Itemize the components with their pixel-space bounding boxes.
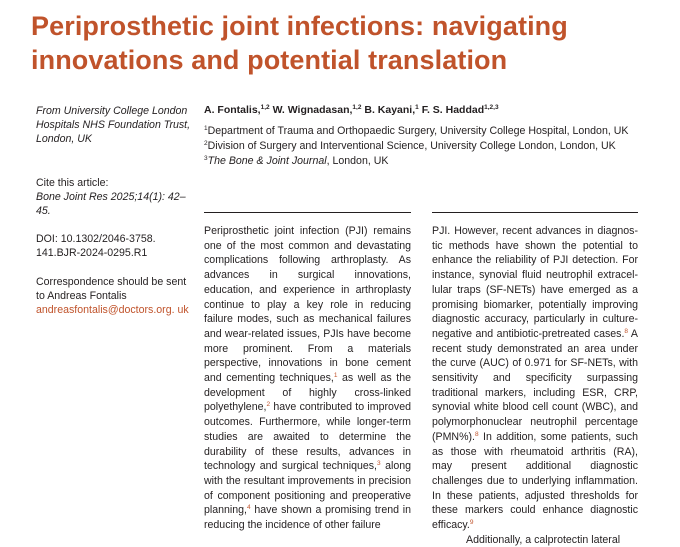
affil-num: 1 — [204, 125, 208, 132]
doi-block — [36, 232, 196, 260]
body-column-1 — [204, 224, 411, 533]
cite-text: Bone Joint Res 2025;14(1): 42–45. — [36, 191, 186, 217]
email-link[interactable]: andreasfontalis@doctors.org. uk — [36, 304, 189, 316]
affiliation-text: From University College London Hospitals NHS Foundation Trust, London, UK — [36, 105, 191, 145]
author-name: A. Fontalis, — [204, 104, 261, 116]
reference-8[interactable]: 8 — [624, 327, 629, 335]
affiliation-note — [36, 104, 196, 146]
reference-1[interactable]: 1 — [333, 372, 338, 380]
author-name: F. S. Haddad — [421, 104, 485, 116]
citation-block — [36, 176, 196, 218]
affil-text: , London, UK — [326, 154, 389, 167]
affil-text: Department of Trauma and Orthopaedic Surgery, University College Hospital, London, UK — [207, 125, 629, 137]
author-affil-sup: 1,2,3 — [484, 104, 499, 111]
author-name: B. Kayani, — [364, 104, 416, 116]
affil-journal: The Bone & Joint Journal — [207, 154, 327, 167]
body-paragraph: Periprosthetic joint infection (PJI) remains one of the most common and devastating complications following arthroplasty. As advances in surgical innovations, education, and experience in arthroplasty continue to play a key role in reducing failure modes, such as mechanical failures and wear-related issues, PJIs have become more prominent. From a materials perspective, innovations in bone cement and cementing techniques,$^1$ as well as the development of highly cross-linked polyethylene,$^2$ have contributed to improved outcomes. Furthermore, while longer-term studies are awaited to determine the durability of these results, advances in technology and surgical techniques,$^3$ along with the resultant improvements in precision of component positioning and preoperative planning,$^4$ have shown a promising trend in reducing the incidence of other failure — [204, 225, 411, 532]
affil-num: 3 — [204, 154, 208, 162]
reference-2[interactable]: 2 — [266, 401, 271, 409]
reference-9[interactable]: 9 — [469, 519, 474, 527]
doi-text[interactable]: DOI: 10.1302/2046-3758. 141.BJR-2024-0295.R1 — [36, 233, 156, 259]
affil-text: Division of Surgery and Interventional Science, University College London, London, UK — [207, 139, 616, 152]
cite-label: Cite this article: — [36, 177, 109, 189]
body-paragraph: Additionally, a calprotectin lateral — [466, 533, 621, 546]
author-affil-sup: 1 — [415, 104, 419, 111]
author-list — [204, 104, 674, 116]
body-paragraph: PJI. However, recent advances in diagnostic methods have shown the potential to enhance the reliability of PJI detection. For instance, synovial fluid neutrophil extracellular traps (SF-NETs) have emerged as a promising biomarker, potentially improving diagnostic accuracy, particularly in culture-negative and antibiotic-pretreated cases.$^8$ A recent study demonstrated an area under the curve (AUC) of 0.971 for SF-NETs, with sensitivity and specificity surpassing traditional markers, including ESR, CRP, synovial white blood cell count (WBC), and polymorphonuclear neutrophil percentage (PMN%).$^8$ In addition, some patients, such as those with rheumatoid arthritis (RA), may present additional diagnostic challenges due to underlying inflammation. In these patients, adjusted thresholds for these markers could enhance diagnostic efficacy.$^9$ — [432, 225, 638, 532]
affil-num: 2 — [204, 139, 208, 147]
author-affil-sup: 1,2 — [352, 104, 362, 111]
affiliation-list — [204, 124, 644, 168]
reference-3[interactable]: 3 — [376, 460, 381, 468]
article-title: Periprosthetic joint infections: navigating innovations and potential translation — [31, 11, 568, 75]
author-affil-sup: 1,2 — [260, 104, 270, 111]
affiliation-item — [204, 139, 644, 154]
correspondence-text: Correspondence should be sent to Andreas Fontalis — [36, 276, 187, 302]
column-rule-left — [204, 212, 411, 213]
author-name: W. Wignadasan, — [272, 104, 353, 116]
column-rule-right — [432, 212, 638, 213]
affiliation-item — [204, 154, 644, 169]
affiliation-item — [204, 124, 644, 139]
reference-4[interactable]: 4 — [247, 504, 251, 512]
body-column-2 — [432, 224, 638, 547]
correspondence-block — [36, 275, 196, 317]
reference-8[interactable]: 8 — [474, 430, 479, 438]
